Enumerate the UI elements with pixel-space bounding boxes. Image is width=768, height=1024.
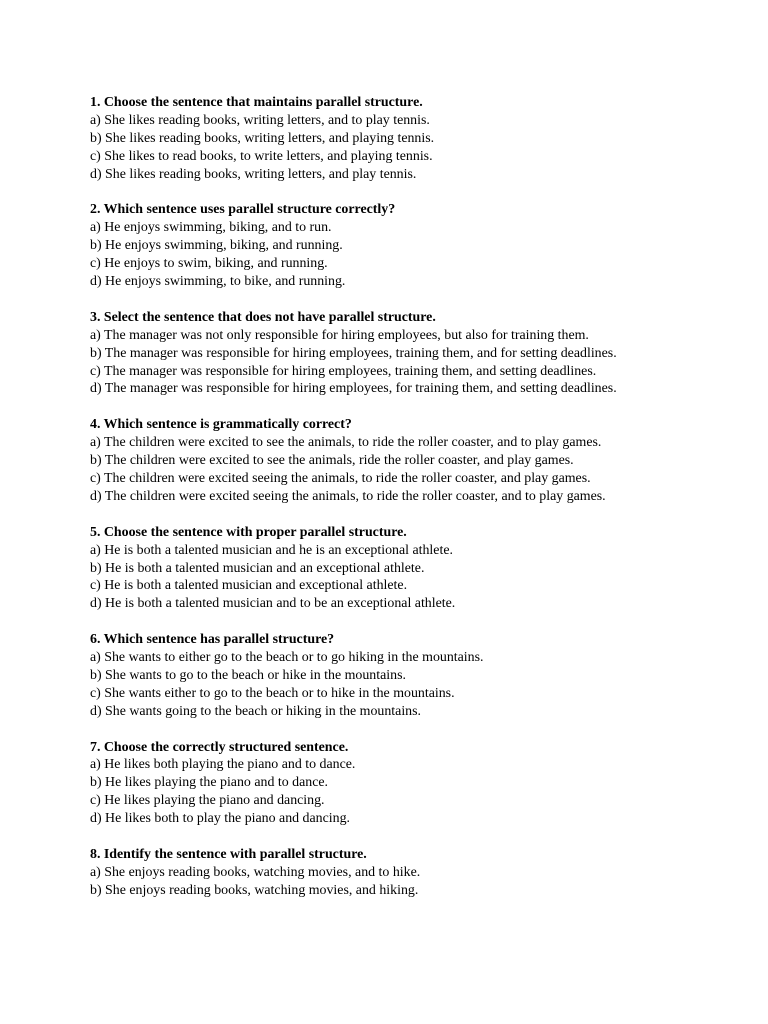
- answer-option-d: d) He likes both to play the piano and dancing.: [90, 811, 351, 827]
- question-5: [90, 524, 750, 614]
- question-prompt: 8. Identify the sentence with parallel structure.: [90, 846, 367, 862]
- answer-option-a: a) He likes both playing the piano and to dance.: [90, 757, 356, 773]
- question-prompt: 4. Which sentence is grammatically correct?: [90, 417, 352, 433]
- answer-option-b: b) The manager was responsible for hiring employees, training them, and for setting deadlines.: [90, 345, 617, 361]
- question-prompt: 6. Which sentence has parallel structure?: [90, 632, 335, 648]
- question-prompt: 7. Choose the correctly structured sentence.: [90, 739, 349, 755]
- question-prompt: 3. Select the sentence that does not have parallel structure.: [90, 309, 436, 325]
- answer-option-a: a) She likes reading books, writing letters, and to play tennis.: [90, 112, 430, 128]
- question-8: [90, 846, 750, 900]
- question-prompt: 1. Choose the sentence that maintains parallel structure.: [90, 95, 423, 110]
- question-prompt: 5. Choose the sentence with proper parallel structure.: [90, 524, 407, 540]
- answer-option-a: a) He is both a talented musician and he is an exceptional athlete.: [90, 542, 453, 558]
- question-2: [90, 201, 750, 291]
- answer-option-c: c) The children were excited seeing the animals, to ride the roller coaster, and play games.: [90, 470, 591, 486]
- answer-option-a: a) She enjoys reading books, watching movies, and to hike.: [90, 864, 421, 880]
- answer-option-b: b) The children were excited to see the animals, ride the roller coaster, and play games.: [90, 453, 574, 469]
- answer-option-c: c) He is both a talented musician and exceptional athlete.: [90, 578, 408, 594]
- answer-option-b: b) She wants to go to the beach or hike in the mountains.: [90, 667, 406, 683]
- answer-option-c: c) He likes playing the piano and dancing.: [90, 793, 325, 809]
- question-4: [90, 416, 750, 506]
- answer-option-c: c) She likes to read books, to write letters, and playing tennis.: [90, 148, 433, 164]
- question-1: [90, 94, 750, 184]
- answer-option-b: b) She enjoys reading books, watching movies, and hiking.: [90, 882, 419, 898]
- answer-option-b: b) He enjoys swimming, biking, and running.: [90, 238, 343, 254]
- answer-option-d: d) She likes reading books, writing letters, and play tennis.: [90, 166, 417, 182]
- answer-option-a: a) The children were excited to see the animals, to ride the roller coaster, and to play games.: [90, 435, 602, 451]
- answer-option-d: d) The children were excited seeing the animals, to ride the roller coaster, and to play games.: [90, 488, 606, 504]
- question-3: [90, 309, 750, 399]
- question-7: [90, 739, 750, 829]
- answer-option-b: b) He is both a talented musician and an exceptional athlete.: [90, 560, 425, 576]
- answer-option-d: d) He is both a talented musician and to be an exceptional athlete.: [90, 596, 456, 612]
- answer-option-a: a) The manager was not only responsible for hiring employees, but also for training them.: [90, 327, 589, 343]
- answer-option-b: b) He likes playing the piano and to dance.: [90, 775, 328, 791]
- answer-option-a: a) She wants to either go to the beach or to go hiking in the mountains.: [90, 650, 484, 666]
- worksheet-page: [90, 94, 750, 918]
- answer-option-a: a) He enjoys swimming, biking, and to run.: [90, 220, 332, 236]
- answer-option-c: c) She wants either to go to the beach or to hike in the mountains.: [90, 685, 455, 701]
- answer-option-c: c) He enjoys to swim, biking, and running.: [90, 256, 328, 272]
- question-6: [90, 631, 750, 721]
- answer-option-d: d) The manager was responsible for hiring employees, for training them, and setting deadlines.: [90, 381, 617, 397]
- answer-option-c: c) The manager was responsible for hiring employees, training them, and setting deadlines.: [90, 363, 597, 379]
- answer-option-b: b) She likes reading books, writing letters, and playing tennis.: [90, 130, 435, 146]
- answer-option-d: d) She wants going to the beach or hiking in the mountains.: [90, 703, 422, 719]
- answer-option-d: d) He enjoys swimming, to bike, and running.: [90, 274, 346, 290]
- question-prompt: 2. Which sentence uses parallel structure correctly?: [90, 202, 396, 218]
